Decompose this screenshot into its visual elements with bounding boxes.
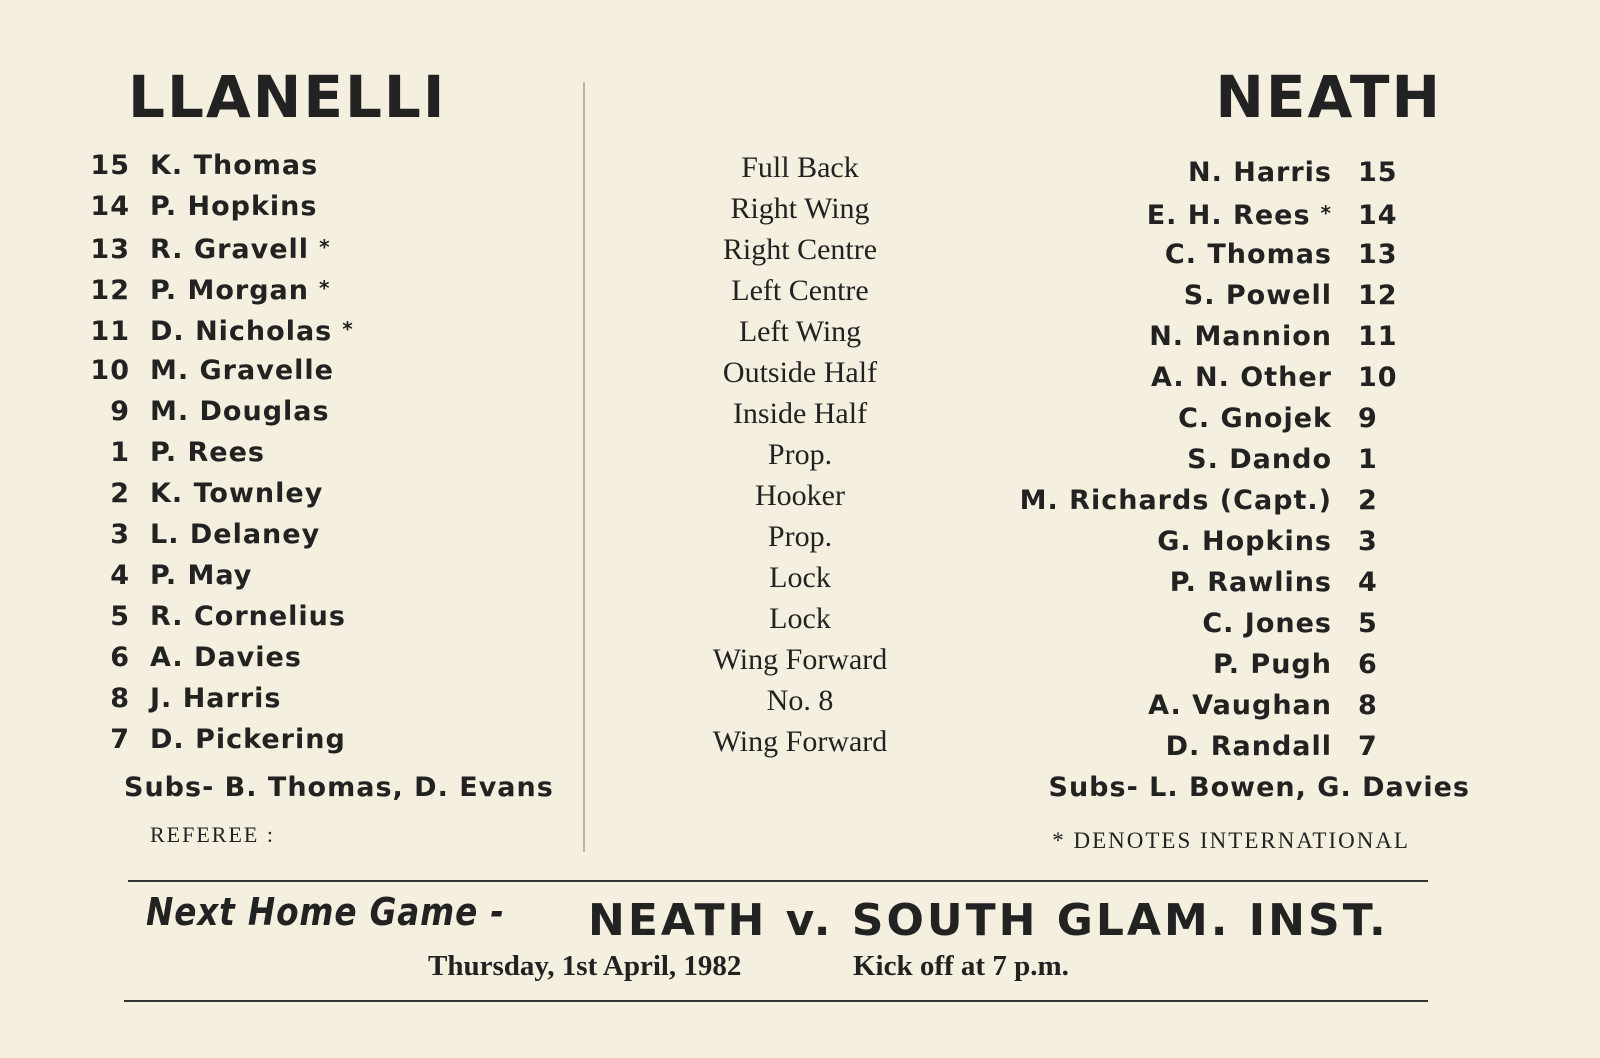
player-number: 11 (1358, 321, 1398, 352)
player-number: 8 (110, 683, 130, 714)
player-number: 8 (1358, 690, 1378, 721)
home-player-row (80, 145, 318, 186)
divider-bottom (124, 1000, 1428, 1002)
player-name: D. Nicholas (150, 316, 333, 347)
player-name: C. Jones (1202, 608, 1332, 639)
player-name: J. Harris (150, 683, 282, 714)
international-star: * (319, 235, 331, 259)
away-player-row (1157, 521, 1412, 562)
player-number: 12 (90, 275, 130, 306)
home-player-row (80, 186, 317, 227)
home-subs: Subs- B. Thomas, D. Evans (124, 772, 554, 803)
player-number: 1 (110, 437, 130, 468)
player-name: P. Morgan (150, 275, 309, 306)
player-name: P. Rawlins (1169, 567, 1332, 598)
international-star: * (319, 276, 331, 300)
home-player-row (80, 350, 334, 391)
player-name: A. Vaughan (1148, 690, 1332, 721)
international-legend: * DENOTES INTERNATIONAL (1052, 828, 1410, 853)
player-name: E. H. Rees (1146, 200, 1311, 231)
player-name: G. Hopkins (1157, 526, 1332, 557)
position-label: Right Centre (722, 233, 878, 266)
position-label: Left Centre (731, 274, 869, 307)
player-number: 6 (1358, 649, 1378, 680)
player-name: S. Powell (1183, 280, 1332, 311)
player-number: 9 (110, 396, 130, 427)
player-name: L. Delaney (150, 519, 321, 550)
next-game-date: Thursday, 1st April, 1982 (428, 950, 742, 982)
player-name: A. N. Other (1150, 362, 1332, 393)
position-label: No. 8 (766, 684, 834, 717)
away-player-row (1184, 275, 1412, 316)
away-player-row (1149, 316, 1412, 357)
away-player-row (1166, 726, 1412, 767)
home-player-row (80, 514, 320, 555)
position-label: Hooker (755, 479, 845, 512)
player-name: M. Gravelle (150, 355, 334, 386)
player-number: 12 (1358, 280, 1398, 311)
away-team-title: NEATH (1215, 63, 1442, 131)
home-player-row (80, 719, 346, 760)
away-player-row (1170, 562, 1412, 603)
player-number: 11 (90, 316, 130, 347)
next-game-kickoff: Kick off at 7 p.m. (853, 950, 1069, 982)
away-subs: Subs- L. Bowen, G. Davies (1048, 772, 1470, 803)
home-player-row (80, 391, 330, 432)
away-player-row (1178, 398, 1412, 439)
home-player-row (80, 678, 281, 719)
player-number: 4 (110, 560, 130, 591)
player-name: P. May (150, 560, 253, 591)
international-star: * (1320, 201, 1332, 225)
home-player-row (80, 596, 346, 637)
home-player-row (80, 227, 331, 268)
player-number: 14 (90, 191, 130, 222)
home-player-row (80, 473, 323, 514)
home-player-row (80, 637, 302, 678)
player-number: 15 (1358, 157, 1398, 188)
home-player-row (80, 309, 354, 350)
player-name: R. Cornelius (150, 601, 346, 632)
position-label: Outside Half (722, 356, 878, 389)
position-label: Lock (769, 561, 831, 594)
away-player-row (1202, 603, 1412, 644)
player-number: 1 (1358, 444, 1378, 475)
player-name: N. Harris (1187, 157, 1332, 188)
away-player-row (1188, 152, 1412, 193)
player-name: S. Dando (1187, 444, 1332, 475)
home-player-row (80, 555, 252, 596)
away-player-row (1020, 480, 1412, 521)
player-name: M. Douglas (150, 396, 330, 427)
player-number: 4 (1358, 567, 1378, 598)
player-number: 14 (1358, 200, 1398, 231)
player-number: 9 (1358, 403, 1378, 434)
player-name: K. Townley (150, 478, 324, 509)
away-player-row (1165, 234, 1412, 275)
position-label: Full Back (741, 151, 859, 184)
player-name: R. Gravell (150, 234, 310, 265)
position-label: Inside Half (732, 397, 868, 430)
player-number: 10 (90, 355, 130, 386)
player-name: N. Mannion (1149, 321, 1332, 352)
player-number: 2 (1358, 485, 1378, 516)
away-player-row (1213, 644, 1412, 685)
player-number: 2 (110, 478, 130, 509)
player-name: C. Thomas (1164, 239, 1332, 270)
away-player-row (1187, 439, 1412, 480)
home-player-row (80, 432, 265, 473)
player-number: 5 (1358, 608, 1378, 639)
position-label: Right Wing (730, 192, 870, 225)
position-label: Wing Forward (712, 725, 888, 758)
position-label: Lock (769, 602, 831, 635)
away-player-row (1151, 357, 1412, 398)
international-star: * (342, 317, 354, 341)
player-name: C. Gnojek (1178, 403, 1332, 434)
position-label: Prop. (767, 520, 833, 553)
player-name: P. Rees (150, 437, 265, 468)
divider-top (128, 880, 1428, 882)
player-number: 13 (1358, 239, 1398, 270)
player-name: A. Davies (150, 642, 302, 673)
player-number: 3 (110, 519, 130, 550)
player-number: 10 (1358, 362, 1398, 393)
player-number: 7 (110, 724, 130, 755)
next-game-label: Next Home Game - (146, 890, 505, 934)
player-number: 6 (110, 642, 130, 673)
next-game-label-wrap (146, 890, 563, 934)
player-number: 13 (90, 234, 130, 265)
position-label: Wing Forward (712, 643, 888, 676)
column-divider (583, 82, 585, 852)
player-number: 3 (1358, 526, 1378, 557)
referee-label: REFEREE : (150, 822, 275, 847)
player-number: 5 (110, 601, 130, 632)
player-number: 15 (90, 150, 130, 181)
away-player-row (1147, 193, 1412, 234)
home-player-row (80, 268, 330, 309)
position-label: Left Wing (738, 315, 862, 348)
position-label: Prop. (767, 438, 833, 471)
home-team-title: LLANELLI (128, 63, 447, 131)
player-name: P. Hopkins (150, 191, 318, 222)
away-player-row (1148, 685, 1412, 726)
player-name: M. Richards (Capt.) (1019, 485, 1332, 516)
player-name: D. Randall (1165, 731, 1332, 762)
next-game-match: NEATH v. SOUTH GLAM. INST. (588, 895, 1389, 946)
player-name: K. Thomas (150, 150, 319, 181)
player-number: 7 (1358, 731, 1378, 762)
player-name: P. Pugh (1212, 649, 1332, 680)
player-name: D. Pickering (150, 724, 346, 755)
